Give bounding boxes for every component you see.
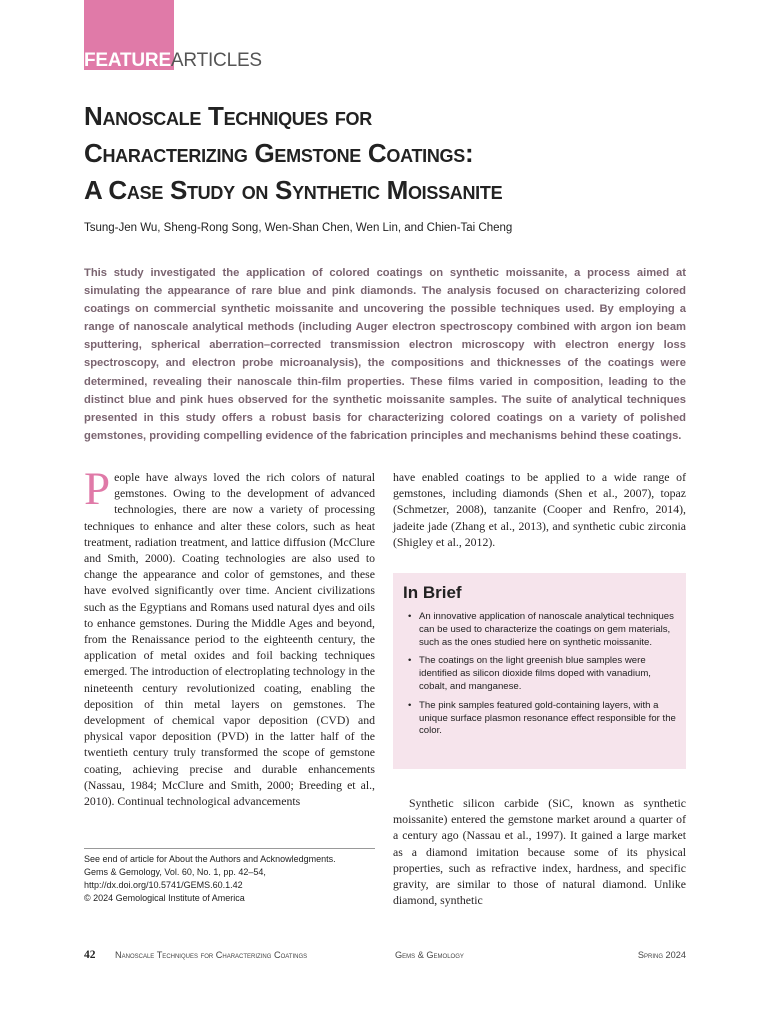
footnote-divider — [84, 848, 375, 849]
section-label-feature: FEATURE — [84, 50, 171, 71]
running-title: Nanoscale Techniques for Characterizing Coatings — [115, 950, 308, 960]
page-footer — [84, 949, 686, 963]
footnote — [84, 853, 384, 905]
body-paragraph: Synthetic silicon carbide (SiC, known as synthetic moissanite) entered the gemstone market around a quarter of a century ago (Nassau et al., 1997). It gained a large market as a diamond imitation because some of its physical properties, such as refractive index, hardness, and specific gravity, are similar to those of natural diamond. Unlike diamond, synthetic — [393, 796, 686, 908]
title-line: Characterizing Gemstone Coatings: — [84, 138, 474, 168]
footnote-copyright: © 2024 Gemological Institute of America — [84, 893, 245, 903]
author-list: Tsung-Jen Wu, Sheng-Rong Song, Wen-Shan Chen, Wen Lin, and Chien-Tai Cheng — [84, 222, 513, 234]
body-paragraph: eople have always loved the rich colors of natural gemstones. Owing to the development of advanced technologies, there are now a variety of processing techniques to enhance and alter these colors, such as heat treatment, radiation treatment, and lattice diffusion (McClure and Smith, 2000). Coating technologies are also used to change the appearance and color of gemstones, and these have evolved significantly over time. Ancient civilizations such as the Egyptians and Romans used natural dyes and oils to enhance gemstones. During the Middle Ages and beyond, from the Renaissance period to the eighteenth century, the application of metal oxides and foil backing techniques emerged. The introduction of electroplating technology in the nineteenth century revolutionized coating, enabling the deposition of thin metal layers on gemstones. The development of chemical vapor deposition (CVD) and physical vapor deposition (PVD) in the latter half of the twentieth century truly transformed the scope of gemstone coating, achieving precise and durable enhancements (Nassau, 1984; McClure and Smith, 2000; Breeding et al., 2010). Continual technological advancements — [84, 470, 375, 809]
title-line: Nanoscale Techniques for — [84, 101, 372, 131]
footnote-line: See end of article for About the Authors and Acknowledgments. — [84, 854, 336, 864]
issue-label: Spring 2024 — [637, 950, 686, 960]
body-column-right-top — [393, 469, 686, 550]
section-label-articles: ARTICLES — [170, 50, 262, 71]
in-brief-box — [393, 573, 686, 769]
in-brief-list — [403, 611, 676, 738]
abstract: This study investigated the application of colored coatings on synthetic moissanite, a process aimed at simulating the appearance of rare blue and pink diamonds. The analysis focused on characterizing colored coatings on commercial synthetic moissanite and uncovering the possible techniques used. By employing a range of nanoscale analytical methods (including Auger electron spectroscopy combined with argon ion beam sputtering, spherical aberration–corrected transmission electron microscopy with electron energy loss spectroscopy, and electron probe microanalysis), the compositions and thicknesses of the coatings were determined, revealing their nanoscale thin-film properties. These films varied in composition, leading to the distinct blue and pink hues observed for the synthetic moissanite samples. The suite of analytical techniques presented in this study offers a robust basis for characterizing colored coatings on a variety of polished gemstones, providing compelling evidence of the fabrication principles and mechanisms behind these coatings. — [84, 267, 686, 442]
drop-cap: P — [84, 463, 111, 515]
body-column-left — [84, 463, 375, 809]
in-brief-item: • The coatings on the light greenish blue samples were identified as silicon dioxide films doped with vanadium, cobalt, and manganese. — [403, 655, 676, 693]
body-paragraph: have enabled coatings to be applied to a wide range of gemstones, including diamonds (Shen et al., 2007), topaz (Schmetzer, 2008), tanzanite (Cooper and Renfro, 2014), jadeite jade (Zhang et al., 2013), and synthetic cubic zirconia (Shigley et al., 2012). — [393, 470, 686, 549]
article-title — [84, 98, 724, 209]
footnote-citation: Gems & Gemology, Vol. 60, No. 1, pp. 42–54, — [84, 867, 266, 877]
journal-name: Gems & Gemology — [395, 950, 464, 960]
in-brief-item: • An innovative application of nanoscale analytical techniques can be used to characterize the coatings on gem materials, such as the ones studied here on synthetic moissanite. — [403, 611, 676, 649]
footnote-doi-link[interactable]: http://dx.doi.org/10.5741/GEMS.60.1.42 — [84, 880, 243, 890]
in-brief-title: In Brief — [403, 583, 462, 602]
page-number: 42 — [84, 949, 96, 961]
section-label — [84, 50, 262, 72]
in-brief-item: • The pink samples featured gold-containing layers, with a unique surface plasmon resonance effect responsible for the color. — [403, 700, 676, 738]
body-column-right-bottom — [393, 795, 686, 908]
title-line: A Case Study on Synthetic Moissanite — [84, 175, 503, 205]
